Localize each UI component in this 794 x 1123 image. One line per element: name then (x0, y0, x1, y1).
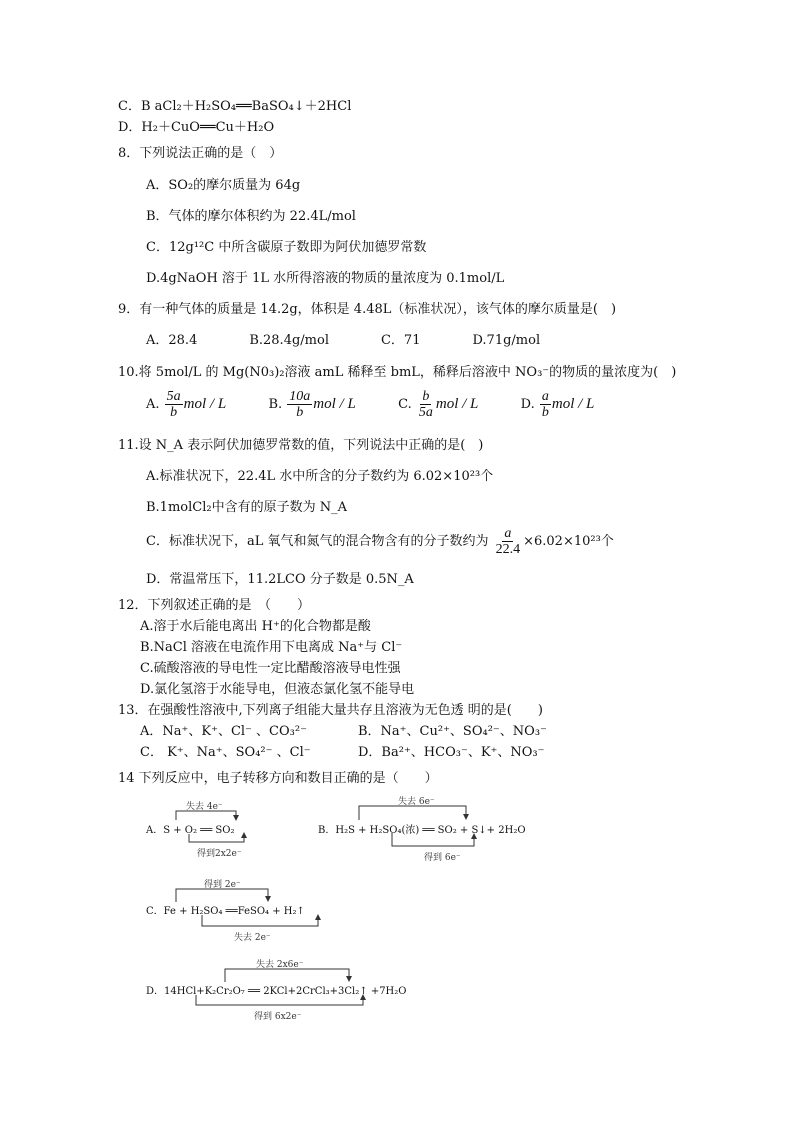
q10-d-unit: mol / L (551, 396, 595, 412)
q9-options: A．28.4 B.28.4g/mol C．71 D.71g/mol (146, 333, 541, 348)
q10-option-d: D. $\frac{a}{b}$ mol / L (520, 389, 595, 420)
q14-option-c-equation: C．Fe + H₂SO₄ ══FeSO₄ + H₂↑ (146, 906, 305, 917)
q8-option-a: A．SO₂的摩尔质量为 64g (146, 178, 301, 193)
q10-c-denominator: 5a (418, 405, 433, 420)
q14-a-bottom-label: 得到2x2e⁻ (197, 849, 242, 859)
q11-option-c-text: C．标准状况下，aL 氧气和氮气的混合物含有的分子数约为 (146, 534, 489, 549)
q8-option-c: C．12g¹²C 中所含碳原子数即为阿伏加德罗常数 (146, 240, 427, 255)
q13-stem: 13．在强酸性溶液中,下列离子组能大量共存且溶液为无色透 明的是( ) (118, 703, 543, 718)
q10-d-denominator: b (541, 405, 549, 420)
q14-option-d-equation: D．14HCl+K₂Cr₂O₇ ══ 2KCl+2CrCl₃+3Cl₂↑ +7H₂O (146, 986, 407, 997)
q12-option-b: B.NaCl 溶液在电流作用下电离成 Na⁺与 Cl⁻ (140, 640, 403, 655)
q14-b-top-label: 失去 6e⁻ (398, 797, 435, 807)
q14-b-bottom-label: 得到 6e⁻ (424, 853, 461, 863)
q10-b-numerator: 10a (289, 389, 311, 404)
q8-stem: 8．下列说法正确的是（ ） (118, 146, 283, 161)
q10-a-denominator: b (170, 405, 178, 420)
q14-c-top-label: 得到 2e⁻ (204, 880, 241, 890)
q14-c-bottom-label: 失去 2e⁻ (234, 933, 271, 943)
q10-option-a: A. $\frac{5a}{b}$ mol / L (146, 389, 227, 420)
q11-option-b: B.1molCl₂中含有的原子数为 N_A (146, 500, 347, 515)
q10-option-c: C. $\frac{b}{5a}$ mol / L (398, 389, 479, 420)
q11-stem: 11.设 N_A 表示阿伏加德罗常数的值，下列说法中正确的是( ) (118, 438, 484, 453)
q10-option-b: B. $\frac{10a}{b}$ mol / L (268, 389, 356, 420)
q10-c-unit: mol / L (435, 396, 479, 412)
q10-a-unit: mol / L (183, 396, 227, 412)
q13-option-b: B．Na⁺、Cu²⁺、SO₄²⁻、NO₃⁻ (358, 724, 547, 739)
q11-option-d: D．常温常压下，11.2LCO 分子数是 0.5N_A (146, 572, 414, 587)
q14-stem: 14 下列反应中，电子转移方向和数目正确的是（ ） (118, 771, 438, 786)
q14-option-a-equation: A．S + O₂ ══ SO₂ (146, 825, 235, 836)
q12-stem: 12．下列叙述正确的是 （ ） (118, 598, 311, 613)
q13-option-d: D．Ba²⁺、HCO₃⁻、K⁺、NO₃⁻ (358, 745, 545, 760)
q11-c-numerator: a (504, 526, 512, 541)
q8-option-d: D.4gNaOH 溶于 1L 水所得溶液的物质的量浓度为 0.1mol/L (146, 271, 505, 286)
q10-b-denominator: b (296, 405, 304, 420)
q10-stem: 10.将 5mol/L 的 Mg(N0₃)₂溶液 amL 稀释至 bmL，稀释后溶液中 NO₃⁻的物质的量浓度为( ) (118, 365, 677, 380)
q8-option-b: B．气体的摩尔体积约为 22.4L/mol (146, 209, 356, 224)
q13-option-a: A．Na⁺、K⁺、Cl⁻ 、CO₃²⁻ (140, 724, 307, 739)
q14-option-b-equation: B．H₂S + H₂SO₄(浓) ══ SO₂ + S↓+ 2H₂O (318, 825, 526, 836)
q11-c-denominator: 22.4 (495, 542, 521, 557)
q10-b-unit: mol / L (313, 396, 356, 412)
q10-d-numerator: a (541, 389, 549, 404)
q12-option-c: C.硫酸溶液的导电性一定比醋酸溶液导电性强 (140, 661, 401, 676)
q7-option-d: D．H₂＋CuO══Cu＋H₂O (118, 120, 275, 135)
q9-stem: 9．有一种气体的质量是 14.2g，体积是 4.48L（标准状况），该气体的摩尔质量是( ) (118, 302, 617, 317)
q11-option-a: A.标准状况下，22.4L 水中所含的分子数约为 6.02×10²³个 (146, 469, 494, 484)
q10-c-numerator: b (422, 389, 430, 404)
q12-option-d: D.氯化氢溶于水能导电，但液态氯化氢不能导电 (140, 682, 415, 697)
q14-d-top-label: 失去 2x6e⁻ (256, 960, 304, 970)
q10-a-numerator: 5a (166, 389, 181, 404)
q12-option-a: A.溶于水后能电离出 H⁺的化合物都是酸 (140, 619, 371, 634)
q11-option-c-suffix: ×6.02×10²³个 (523, 534, 614, 549)
q14-d-bottom-label: 得到 6x2e⁻ (254, 1012, 302, 1022)
q7-option-c: C．B aCl₂＋H₂SO₄══BaSO₄↓＋2HCl (118, 99, 352, 114)
q14-a-top-label: 失去 4e⁻ (186, 802, 223, 812)
q13-option-c: C． K⁺、Na⁺、SO₄²⁻ 、Cl⁻ (140, 745, 311, 760)
